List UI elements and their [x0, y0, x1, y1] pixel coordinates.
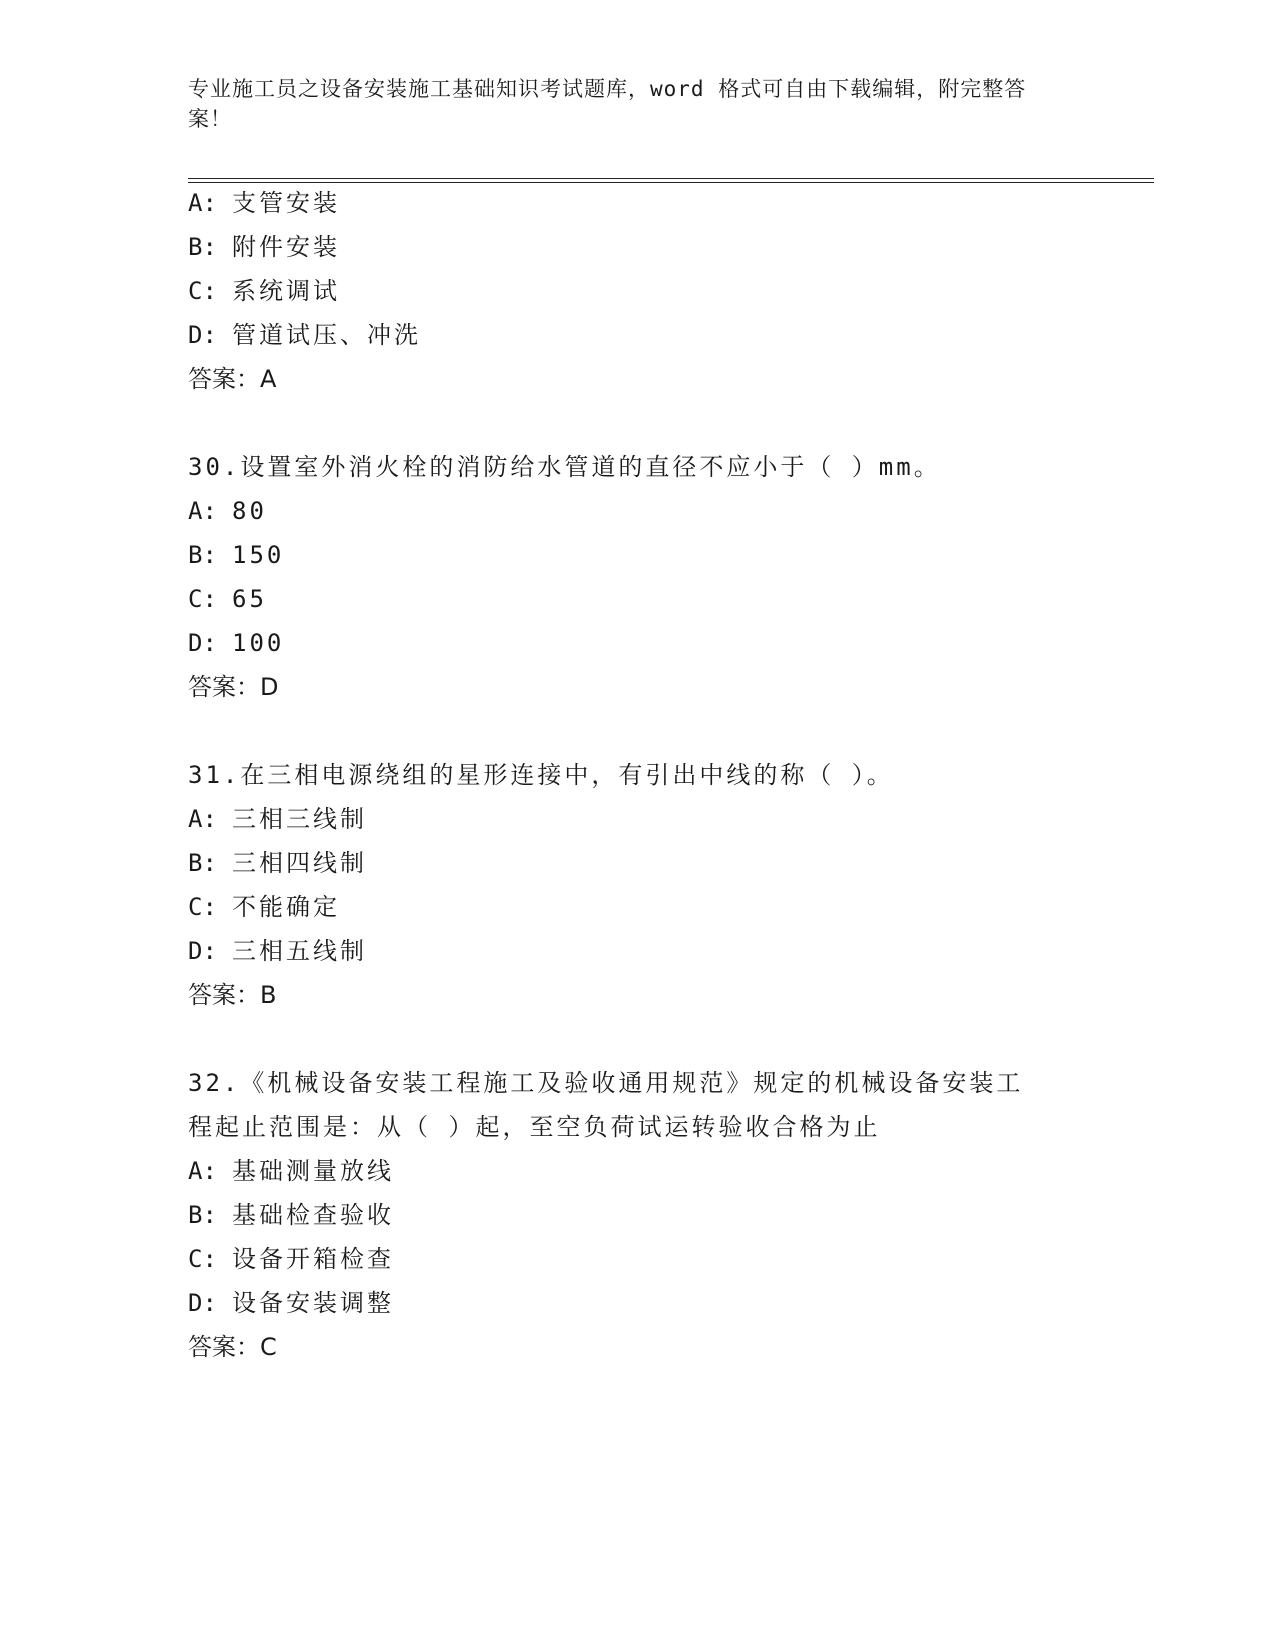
option-text: 三相三线制: [232, 805, 367, 833]
option-text: 三相四线制: [232, 849, 367, 877]
q32-answer: 答案：C: [188, 1333, 277, 1361]
option-key: C:: [188, 585, 217, 613]
q32-option-c: [188, 1244, 394, 1274]
q29-answer: 答案：A: [188, 365, 277, 393]
q29-option-c: [188, 276, 340, 306]
header-divider-bottom: [188, 182, 1154, 183]
option-key: D:: [188, 1289, 217, 1317]
option-key: B:: [188, 849, 217, 877]
option-text: 不能确定: [232, 893, 340, 921]
q31-option-c: [188, 892, 340, 922]
option-key: A:: [188, 189, 217, 217]
option-key: C:: [188, 1245, 217, 1273]
q30-option-c: [188, 584, 267, 614]
option-key: A:: [188, 497, 217, 525]
option-text: 80: [232, 497, 267, 525]
option-text: 150: [232, 541, 285, 569]
q30-option-a: [188, 496, 267, 526]
q31-option-d: [188, 936, 367, 966]
option-key: D:: [188, 321, 217, 349]
q32-question-line1: 32.《机械设备安装工程施工及验收通用规范》规定的机械设备安装工: [188, 1069, 1024, 1097]
q30-question: 30.设置室外消火栓的消防给水管道的直径不应小于（ ）mm。: [188, 453, 941, 481]
q31-option-a: [188, 804, 367, 834]
option-key: A:: [188, 1157, 217, 1185]
q29-option-a: [188, 188, 340, 218]
option-key: C:: [188, 893, 217, 921]
option-text: 系统调试: [232, 277, 340, 305]
q31-answer: 答案：B: [188, 981, 277, 1009]
option-text: 基础检查验收: [232, 1201, 394, 1229]
q30-option-d: [188, 628, 284, 658]
option-text: 基础测量放线: [232, 1157, 394, 1185]
option-text: 三相五线制: [232, 937, 367, 965]
option-key: A:: [188, 805, 217, 833]
option-key: D:: [188, 629, 217, 657]
option-text: 支管安装: [232, 189, 340, 217]
option-key: B:: [188, 233, 217, 261]
option-text: 设备安装调整: [232, 1289, 394, 1317]
option-text: 65: [232, 585, 267, 613]
q32-question-line2: 程起止范围是：从（ ）起，至空负荷试运转验收合格为止: [188, 1113, 881, 1141]
option-text: 设备开箱检查: [232, 1245, 394, 1273]
option-text: 附件安装: [232, 233, 340, 261]
option-key: D:: [188, 937, 217, 965]
q32-option-b: [188, 1200, 394, 1230]
document-header: 专业施工员之设备安装施工基础知识考试题库，word 格式可自由下载编辑，附完整答案！: [188, 77, 1027, 131]
q31-question: 31.在三相电源绕组的星形连接中，有引出中线的称（ ）。: [188, 761, 894, 789]
option-key: B:: [188, 541, 217, 569]
option-text: 管道试压、冲洗: [232, 321, 421, 349]
option-key: B:: [188, 1201, 217, 1229]
q29-option-b: [188, 232, 340, 262]
q30-answer: 答案：D: [188, 673, 279, 701]
q30-option-b: [188, 540, 284, 570]
q32-option-a: [188, 1156, 394, 1186]
q29-option-d: [188, 320, 421, 350]
option-key: C:: [188, 277, 217, 305]
q32-option-d: [188, 1288, 394, 1318]
header-divider-top: [188, 178, 1154, 179]
option-text: 100: [232, 629, 285, 657]
q31-option-b: [188, 848, 367, 878]
